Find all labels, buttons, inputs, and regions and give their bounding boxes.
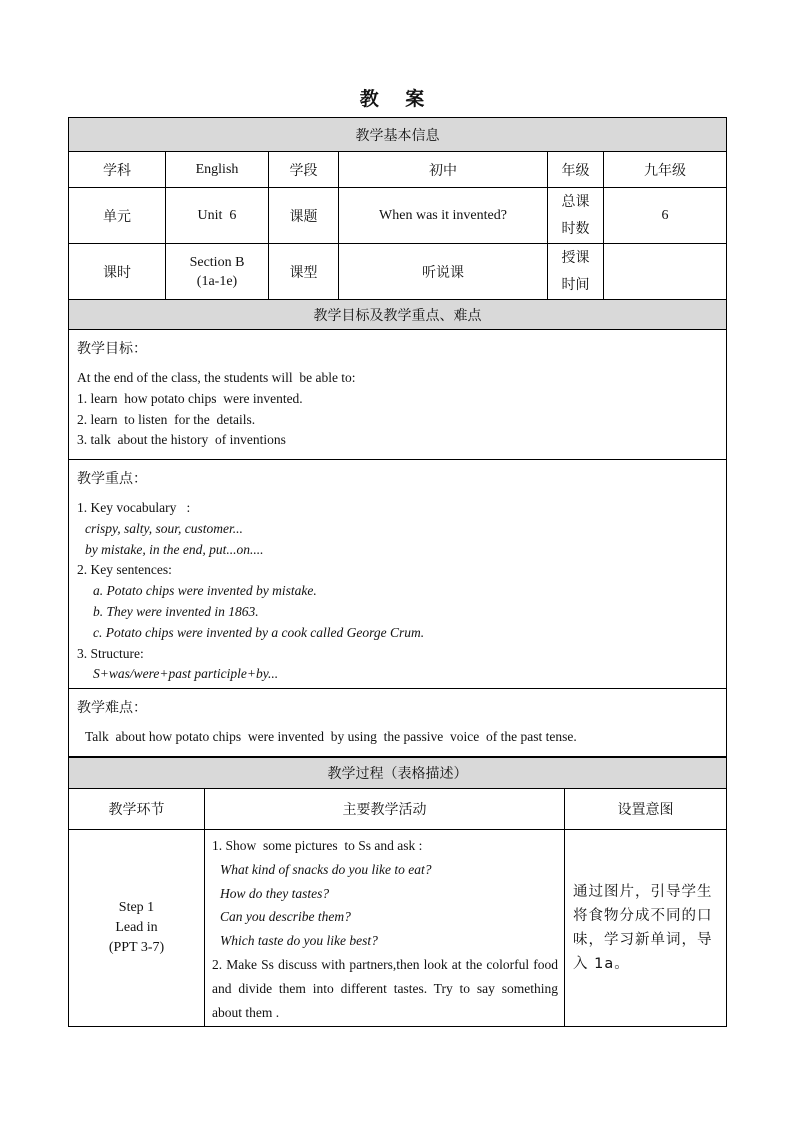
total-hours-label-line1: 总课 [561,193,590,210]
grade-label: 年级 [548,152,604,188]
key-sentences-label: 2. Key sentences: [77,562,172,578]
unit-value: Unit 6 [166,188,269,244]
key-sentence: c. Potato chips were invented by a cook called George Crum. [93,624,425,640]
key-vocab-line: crispy, salty, sour, customer... [85,520,243,536]
objective-line: 1. learn how potato chips were invented. [77,390,303,406]
activity-question: How do they tastes? [220,885,330,901]
lesson-info-table [68,117,727,757]
period-value [166,244,269,300]
activity-question: Which taste do you like best? [220,933,378,949]
objectives-heading: 教学目标： [77,341,147,357]
activity-line: 2. Make Ss discuss with partners,then look at the colorful food and divide them into different tastes. Try to say something about them . [212,956,558,1020]
step-1-number: Step 1 [118,900,155,916]
activity-line: 1. Show some pictures to Ss and ask : [212,838,423,853]
basic-info-header: 教学基本信息 [69,118,727,152]
subject-label: 学科 [69,152,166,188]
total-hours-value: 6 [604,188,727,244]
period-label: 课时 [69,244,166,300]
teaching-time-label-line1: 授课 [561,249,590,266]
objectives-block [69,330,727,460]
key-vocab-label: 1. Key vocabulary : [77,500,191,515]
key-sentence: a. Potato chips were invented by mistake. [93,583,317,599]
type-value: 听说课 [339,244,548,300]
period-value-line2: (1a-1e) [196,273,238,289]
teaching-time-value [604,244,727,300]
step-1-ppt-range: (PPT 3-7) [108,940,165,956]
period-value-line1: Section B [189,254,245,270]
teaching-time-label [548,244,604,300]
col-header-purpose: 设置意图 [565,789,727,830]
key-points-heading: 教学重点： [77,471,147,487]
step-1-cell [69,830,205,1027]
col-header-activity: 主要教学活动 [205,789,565,830]
subject-value: English [166,152,269,188]
col-header-step: 教学环节 [69,789,205,830]
total-hours-label [548,188,604,244]
activity-question: What kind of snacks do you like to eat? [220,861,432,877]
difficulty-text: Talk about how potato chips were invented by using the passive voice of the past tense. [85,729,577,744]
unit-label: 单元 [69,188,166,244]
teaching-process-table [68,757,727,1027]
stage-label: 学段 [269,152,339,188]
difficulty-heading: 教学难点： [77,700,147,716]
key-vocab-line: by mistake, in the end, put...on.... [85,541,264,557]
activity-question: Can you describe them? [220,909,351,925]
stage-value: 初中 [339,152,548,188]
grade-value: 九年级 [604,152,727,188]
step-1-purpose: 通过图片，引导学生将食物分成不同的口味，学习新单词，导入 1a。 [565,830,727,1027]
objective-line: 3. talk about the history of inventions [77,432,286,448]
step-1-activities [205,830,565,1027]
key-sentence: b. They were invented in 1863. [93,603,259,619]
page-title: 教 案 [359,88,435,110]
objectives-section-header: 教学目标及教学重点、难点 [69,300,727,330]
process-header: 教学过程（表格描述） [69,758,727,789]
key-points-block [69,460,727,689]
teaching-time-label-line2: 时间 [561,276,590,293]
total-hours-label-line2: 时数 [561,220,590,237]
structure-formula: S+was/were+past participle+by... [93,666,279,682]
structure-label: 3. Structure: [77,645,144,661]
objective-line: 2. learn to listen for the details. [77,411,256,427]
type-label: 课型 [269,244,339,300]
step-1-name: Lead in [115,920,158,936]
objective-line: At the end of the class, the students will be able to: [77,370,356,385]
difficulty-block [69,689,727,757]
topic-value: When was it invented? [339,188,548,244]
topic-label: 课题 [269,188,339,244]
